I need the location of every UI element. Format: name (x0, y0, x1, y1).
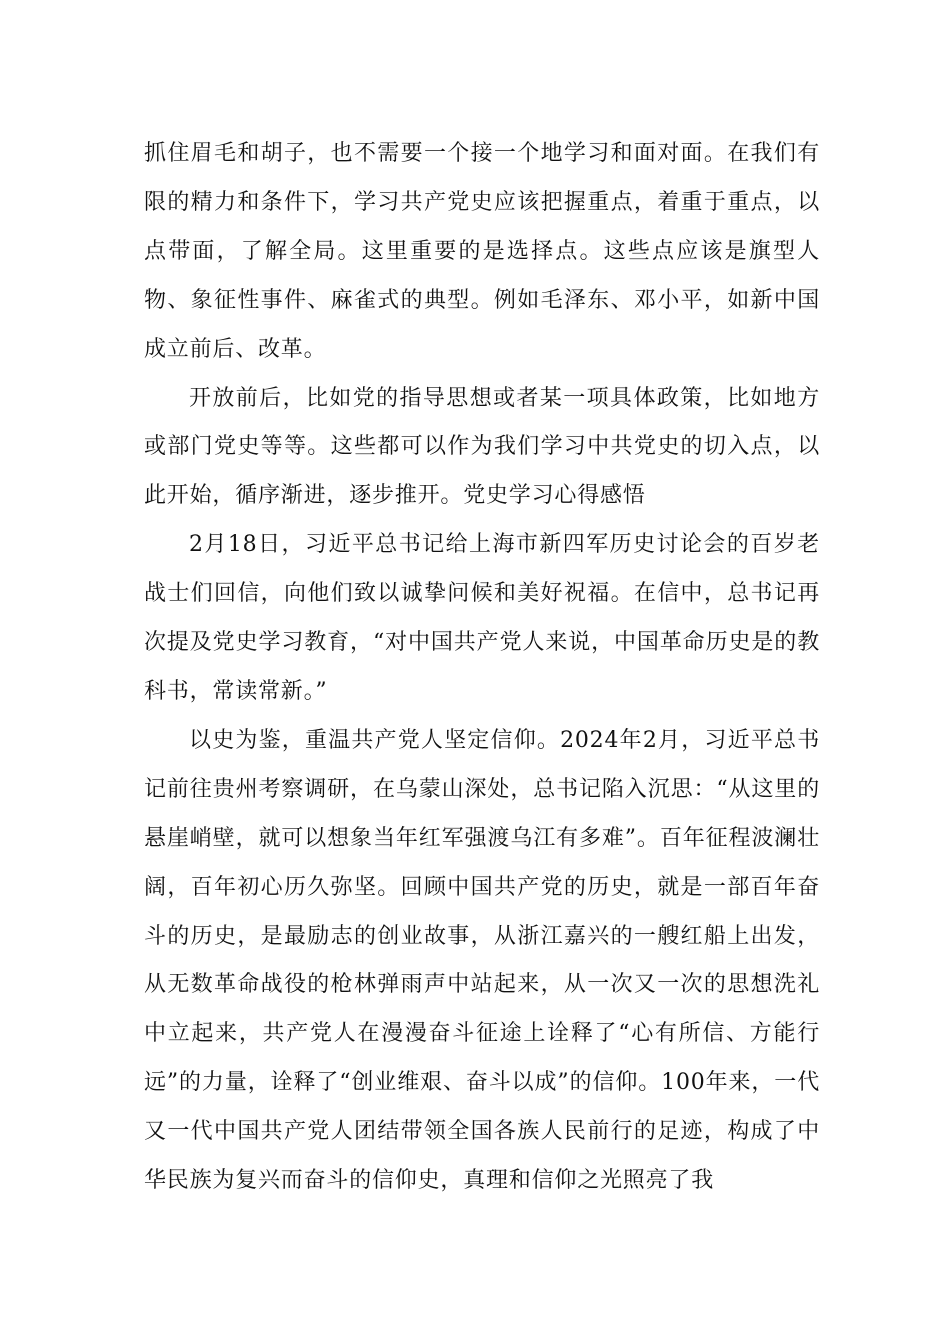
paragraph-3: 2月18日，习近平总书记给上海市新四军历史讨论会的百岁老战士们回信，向他们致以诚挚问候和美好祝福。在信中，总书记再次提及党史学习教育，“对中国共产党人来说，中国革命历史是的教科书，常读常新。” (144, 532, 820, 704)
paragraph-4: 以史为鉴，重温共产党人坚定信仰。2024年2月，习近平总书记前往贵州考察调研，在乌蒙山深处，总书记陷入沉思：“从这里的悬崖峭壁，就可以想象当年红军强渡乌江有多难”。百年征程波澜壮阔，百年初心历久弥坚。回顾中国共产党的历史，就是一部百年奋斗的历史，是最励志的创业故事，从浙江嘉兴的一艘红船上出发，从无数革命战役的枪林弹雨声中站起来，从一次又一次的思想洗礼中立起来，共产党人在漫漫奋斗征途上诠释了“心有所信、方能行远”的力量，诠释了“创业维艰、奋斗以成”的信仰。100年来，一代又一代中国共产党人团结带领全国各族人民前行的足迹，构成了中华民族为复兴而奋斗的信仰史，真理和信仰之光照亮了我 (144, 727, 820, 1194)
document-body (144, 130, 820, 1206)
paragraph-2: 开放前后，比如党的指导思想或者某一项具体政策，比如地方或部门党史等等。这些都可以作为我们学习中共党史的切入点，以此开始，循序渐进，逐步推开。党史学习心得感悟 (144, 385, 820, 509)
paragraph-1: 抓住眉毛和胡子，也不需要一个接一个地学习和面对面。在我们有限的精力和条件下，学习共产党史应该把握重点，着重于重点，以点带面，了解全局。这里重要的是选择点。这些点应该是旗型人物、象征性事件、麻雀式的典型。例如毛泽东、邓小平，如新中国成立前后、改革。 (144, 141, 820, 362)
